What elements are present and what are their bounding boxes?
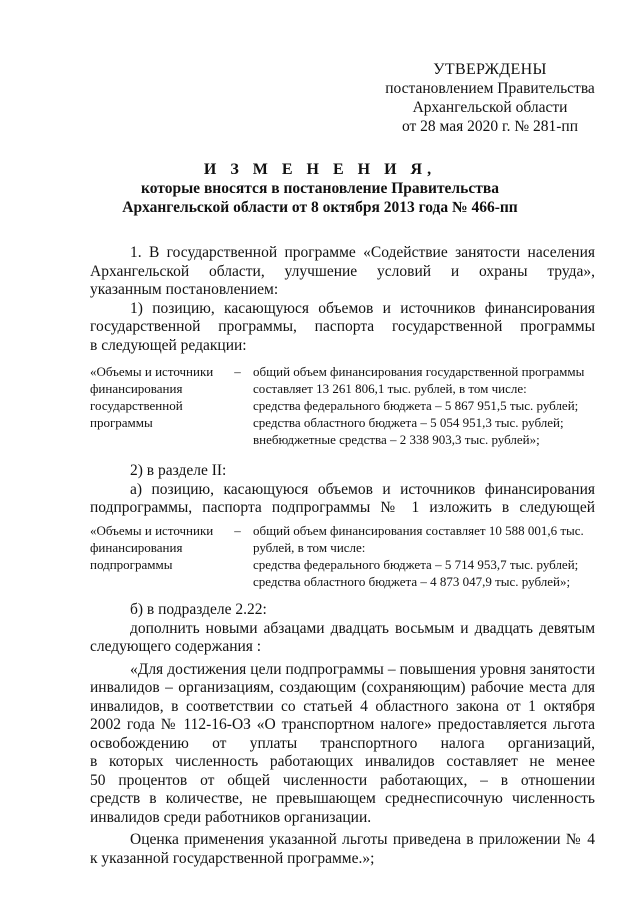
table-left-line: финансирования bbox=[90, 381, 183, 396]
text-line: 1. В государственной программе «Содействие занятости населения bbox=[130, 244, 595, 261]
table-right-line: общий объем финансирования государственной программы bbox=[253, 364, 585, 379]
text-line: инвалидов – организациям, создающим (сохраняющим) рабочие места для bbox=[90, 679, 595, 696]
table-right-line: средства федерального бюджета – 5 714 953,7 тыс. рублей; bbox=[253, 557, 579, 572]
text-line: следующего содержания : bbox=[90, 638, 262, 655]
table-left-line: подпрограммы bbox=[90, 557, 173, 572]
text-line: б) в подразделе 2.22: bbox=[130, 601, 267, 618]
approval-line: от 28 мая 2020 г. № 281-пп bbox=[401, 118, 579, 135]
text-line: дополнить новыми абзацами двадцать восьмым и двадцать девятым bbox=[130, 619, 595, 637]
table-left-line: «Объемы и источники bbox=[90, 364, 214, 379]
text-line: а) позицию, касающуюся объемов и источников финансирования bbox=[130, 480, 595, 498]
paragraph-item2 bbox=[90, 462, 595, 518]
text-line: 2) в разделе II: bbox=[130, 462, 227, 479]
table-right-line: средства областного бюджета – 4 873 047,9 тыс. рублей»; bbox=[253, 574, 571, 589]
text-line: инвалидов среди работников организации. bbox=[90, 808, 372, 826]
text-line: Архангельской области, улучшение условий и охраны труда», bbox=[90, 262, 595, 280]
text-line: «Для достижения цели подпрограммы – повышения уровня занятости bbox=[130, 660, 595, 678]
document-title bbox=[60, 160, 580, 217]
text-line: подпрограммы, паспорта подпрограммы № 1 изложить в следующей bbox=[90, 499, 595, 516]
table-dash: – bbox=[234, 364, 241, 379]
title-line: которые вносятся в постановление Правительства bbox=[141, 180, 499, 197]
text-line: к указанной государственной программе.»; bbox=[90, 849, 375, 867]
paragraph-item3 bbox=[90, 601, 595, 868]
table-left-line: финансирования bbox=[90, 540, 183, 555]
text-line: 1) позицию, касающуюся объемов и источников финансирования bbox=[130, 299, 595, 317]
table-right-line: средства областного бюджета – 5 054 951,3 тыс. рублей; bbox=[253, 415, 564, 430]
table-right-cell bbox=[253, 522, 598, 590]
table-left-cell bbox=[90, 522, 220, 573]
title-line: Архангельской области от 8 октября 2013 года № 466-пп bbox=[122, 199, 518, 216]
approval-head: УТВЕРЖДЕНЫ bbox=[433, 61, 547, 78]
paragraph-item1 bbox=[90, 244, 595, 355]
approval-line: Архангельской области bbox=[412, 99, 568, 116]
text-line: указанным постановлением: bbox=[90, 281, 279, 298]
table-right-line: средства федерального бюджета – 5 867 951,5 тыс. рублей; bbox=[253, 398, 579, 413]
text-line: 2002 года № 112-16-ОЗ «О транспортном налоге» предоставляется льгота bbox=[90, 716, 595, 733]
table-right-line: общий объем финансирования составляет 10 588 001,6 тыс. bbox=[253, 523, 584, 538]
table-right-line: рублей, в том числе: bbox=[253, 540, 366, 555]
approval-block bbox=[370, 60, 610, 136]
text-line: государственной программы, паспорта государственной программы bbox=[90, 318, 595, 335]
table-left-line: программы bbox=[90, 415, 153, 430]
table-left-line: государственной bbox=[90, 398, 183, 413]
approval-line: постановлением Правительства bbox=[385, 80, 595, 97]
title-line: И З М Е Н Е Н И Я, bbox=[203, 161, 437, 178]
text-line: в следующей редакции: bbox=[90, 336, 247, 354]
text-line: средств в количестве, не превышающем среднесписочную численность bbox=[90, 790, 595, 807]
table-dash: – bbox=[234, 523, 241, 538]
table-right-line: составляет 13 261 806,1 тыс. рублей, в том числе: bbox=[253, 381, 527, 396]
table-right-cell bbox=[253, 363, 598, 448]
text-line: инвалидов, в соответствии со статьей 4 областного закона от 1 октября bbox=[90, 697, 595, 715]
text-line: освобождению от уплаты транспортного налога организаций, bbox=[90, 734, 595, 752]
table-right-line: внебюджетные средства – 2 338 903,3 тыс. рублей»; bbox=[253, 432, 540, 447]
table-left-cell bbox=[90, 363, 220, 431]
text-line: в которых численность работающих инвалидов составляет не менее bbox=[90, 753, 595, 770]
table-left-line: «Объемы и источники bbox=[90, 523, 214, 538]
text-line: 50 процентов от общей численности работающих, – в отношении bbox=[90, 771, 595, 789]
text-line: Оценка применения указанной льготы приведена в приложении № 4 bbox=[130, 831, 595, 848]
